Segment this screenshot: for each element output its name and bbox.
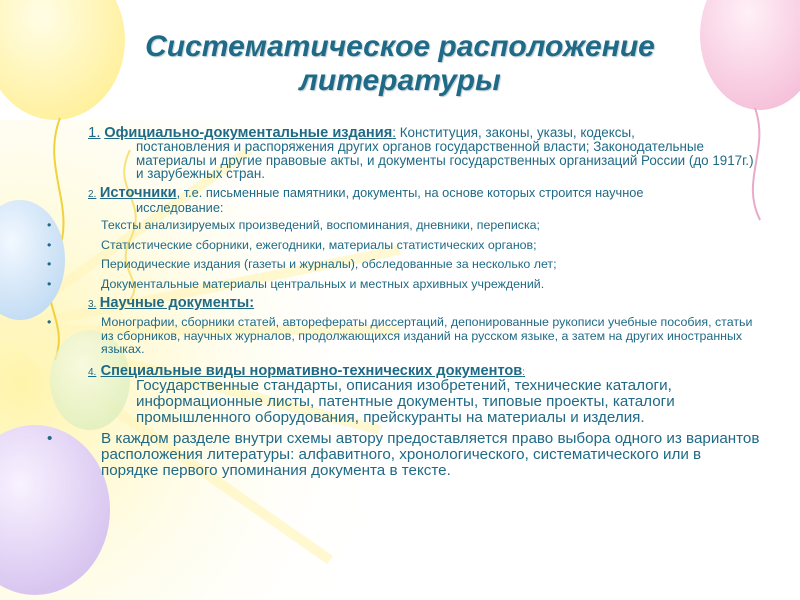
slide-content [40,126,760,485]
list-item: • Монографии, сборники статей, авторефераты диссертаций, депонированные рукописи учебные пособия, статьи из сборников, научных журналов, продолжающихся изданий на русском языке, а затем на других иностранных языках. [40,316,760,356]
section-heading: Источники [99,184,177,201]
section-2 [88,186,760,215]
section-heading: Научные документы: [99,295,255,312]
section-continuation: Государственные стандарты, описания изобретений, технические каталоги, информационные листы, патентные документы, типовые проекты, каталоги промышленного оборудования, прейскуранты на материалы и изделия. [136,376,675,426]
section-number: 4. [88,366,97,378]
list-item-final: • В каждом разделе внутри схемы автору предоставляется право выбора одного из вариантов расположения литературы: алфавитного, хронологического, систематического или в порядке первого упоминания документа в тексте. [40,431,760,479]
list-item: • Статистические сборники, ежегодники, материалы статистических органов; [40,239,760,252]
slide-title: Систематическое расположение литературы [145,30,655,97]
section-continuation: постановления и распоряжения других органов государственной власти; Законодательные материалы и другие правовые акты, и документы государственных организаций России (до 1917г.) и зарубежных стран. [136,139,754,182]
section-text: Конституция, законы, указы, кодексы, [399,125,635,140]
section-heading: Официально-документальные издания [104,125,393,141]
section-text: т.е. письменные памятники, документы, на основе которых строится научное [183,184,644,200]
section-punct: : [392,125,396,140]
section-punct: , [176,184,181,200]
section-number: 1. [88,124,101,141]
list-item: • Периодические издания (газеты и журналы), обследованные за несколько лет; [40,258,760,271]
section-continuation: исследование: [136,200,224,216]
section-number: 3. [88,299,97,311]
section-punct: : [522,366,526,378]
list-item: • Документальные материалы центральных и местных архивных учреждений. [40,278,760,291]
section-number: 2. [88,188,97,200]
section-1 [88,126,760,181]
section-3 [88,297,760,311]
section-4 [88,363,760,426]
list-item: • Тексты анализируемых произведений, воспоминания, дневники, переписка; [40,219,760,232]
section-heading: Специальные виды нормативно-технических документов [100,362,523,379]
